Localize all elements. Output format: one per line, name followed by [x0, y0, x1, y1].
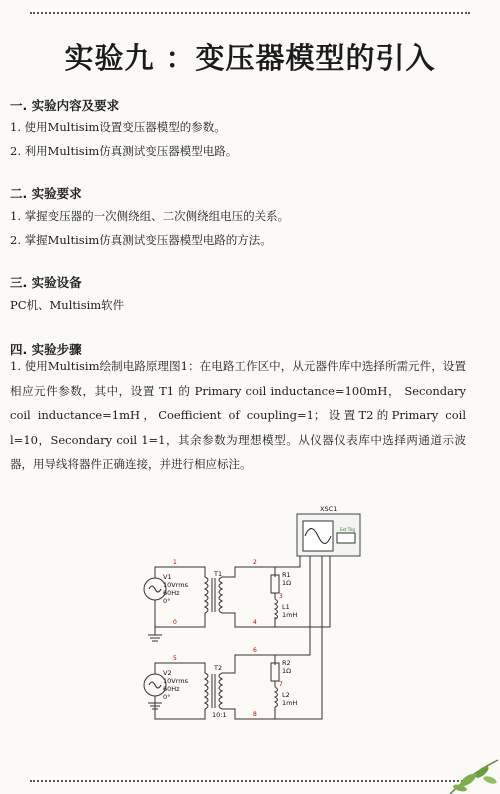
svg-text:0°: 0°: [163, 693, 171, 701]
bottom-dotted-border: [30, 780, 470, 782]
section-2-line-2: 2. 掌握Multisim仿真测试变压器模型电路的方法。: [10, 233, 272, 247]
l2-inductor: [275, 687, 278, 707]
svg-text:10:1: 10:1: [212, 711, 227, 719]
section-heading-2: 二. 实验要求: [10, 186, 82, 201]
svg-text:3: 3: [279, 593, 283, 600]
svg-text:1Ω: 1Ω: [282, 579, 292, 587]
svg-text:R1: R1: [282, 571, 291, 579]
t1-transformer: [205, 577, 208, 613]
svg-text:V2: V2: [163, 669, 172, 677]
svg-text:V1: V1: [163, 573, 172, 581]
svg-text:1mH: 1mH: [282, 611, 298, 619]
top-dotted-border: [30, 12, 470, 14]
svg-text:T2: T2: [214, 664, 223, 672]
svg-text:2: 2: [253, 559, 257, 566]
svg-text:XSC1: XSC1: [320, 505, 338, 513]
section-heading-4: 四. 实验步骤: [10, 342, 82, 357]
svg-text:0: 0: [173, 619, 177, 626]
svg-text:5: 5: [173, 655, 177, 662]
section-heading-3: 三. 实验设备: [10, 275, 82, 290]
svg-text:10Vrms: 10Vrms: [163, 677, 188, 685]
page-title: 实验九 ：变压器模型的引入: [64, 41, 436, 75]
svg-text:10Vrms: 10Vrms: [163, 581, 188, 589]
circuit-schematic: [0, 505, 500, 735]
svg-text:8: 8: [253, 711, 257, 718]
svg-text:0°: 0°: [163, 597, 171, 605]
procedure-paragraph: 1. 使用Multisim绘制电路原理图1：在电路工作区中，从元器件库中选择所需元件，设置相应元件参数，其中，设置 T1 的 Primary coil inductance=100mH， Secondary coil inductance=1mH，Coefficient of coupling=1；设置T2的Primary coil l=10，Secondary coil 1=1，其余参数为理想模型。从仪器仪表库中选择两通道示波器，用导线将器件正确连接，并进行相应标注。: [10, 359, 466, 472]
svg-text:1mH: 1mH: [282, 699, 298, 707]
svg-text:60Hz: 60Hz: [163, 685, 180, 693]
svg-text:T1: T1: [214, 570, 223, 578]
svg-text:L2: L2: [282, 691, 290, 699]
r1-resistor: [271, 575, 279, 593]
leaf-decoration-icon: [440, 754, 500, 794]
svg-text:1: 1: [173, 559, 177, 566]
section-1-line-1: 1. 使用Multisim设置变压器模型的参数。: [10, 120, 226, 134]
svg-text:L1: L1: [282, 603, 290, 611]
svg-text:7: 7: [279, 681, 283, 688]
r2-resistor: [271, 663, 279, 681]
svg-text:4: 4: [253, 619, 257, 626]
svg-text:6: 6: [253, 647, 257, 654]
section-heading-1: 一. 实验内容及要求: [10, 98, 120, 113]
section-3-line-1: PC机、Multisim软件: [10, 298, 125, 312]
section-2-line-1: 1. 掌握变压器的一次侧绕组、二次侧绕组电压的关系。: [10, 209, 290, 223]
section-1-line-2: 2. 利用Multisim仿真测试变压器模型电路。: [10, 144, 238, 158]
l1-inductor: [275, 599, 278, 619]
svg-text:60Hz: 60Hz: [163, 589, 180, 597]
svg-text:Ext Trig: Ext Trig: [340, 527, 355, 532]
t2-transformer: [205, 673, 208, 709]
svg-text:1Ω: 1Ω: [282, 667, 292, 675]
svg-text:R2: R2: [282, 659, 291, 667]
